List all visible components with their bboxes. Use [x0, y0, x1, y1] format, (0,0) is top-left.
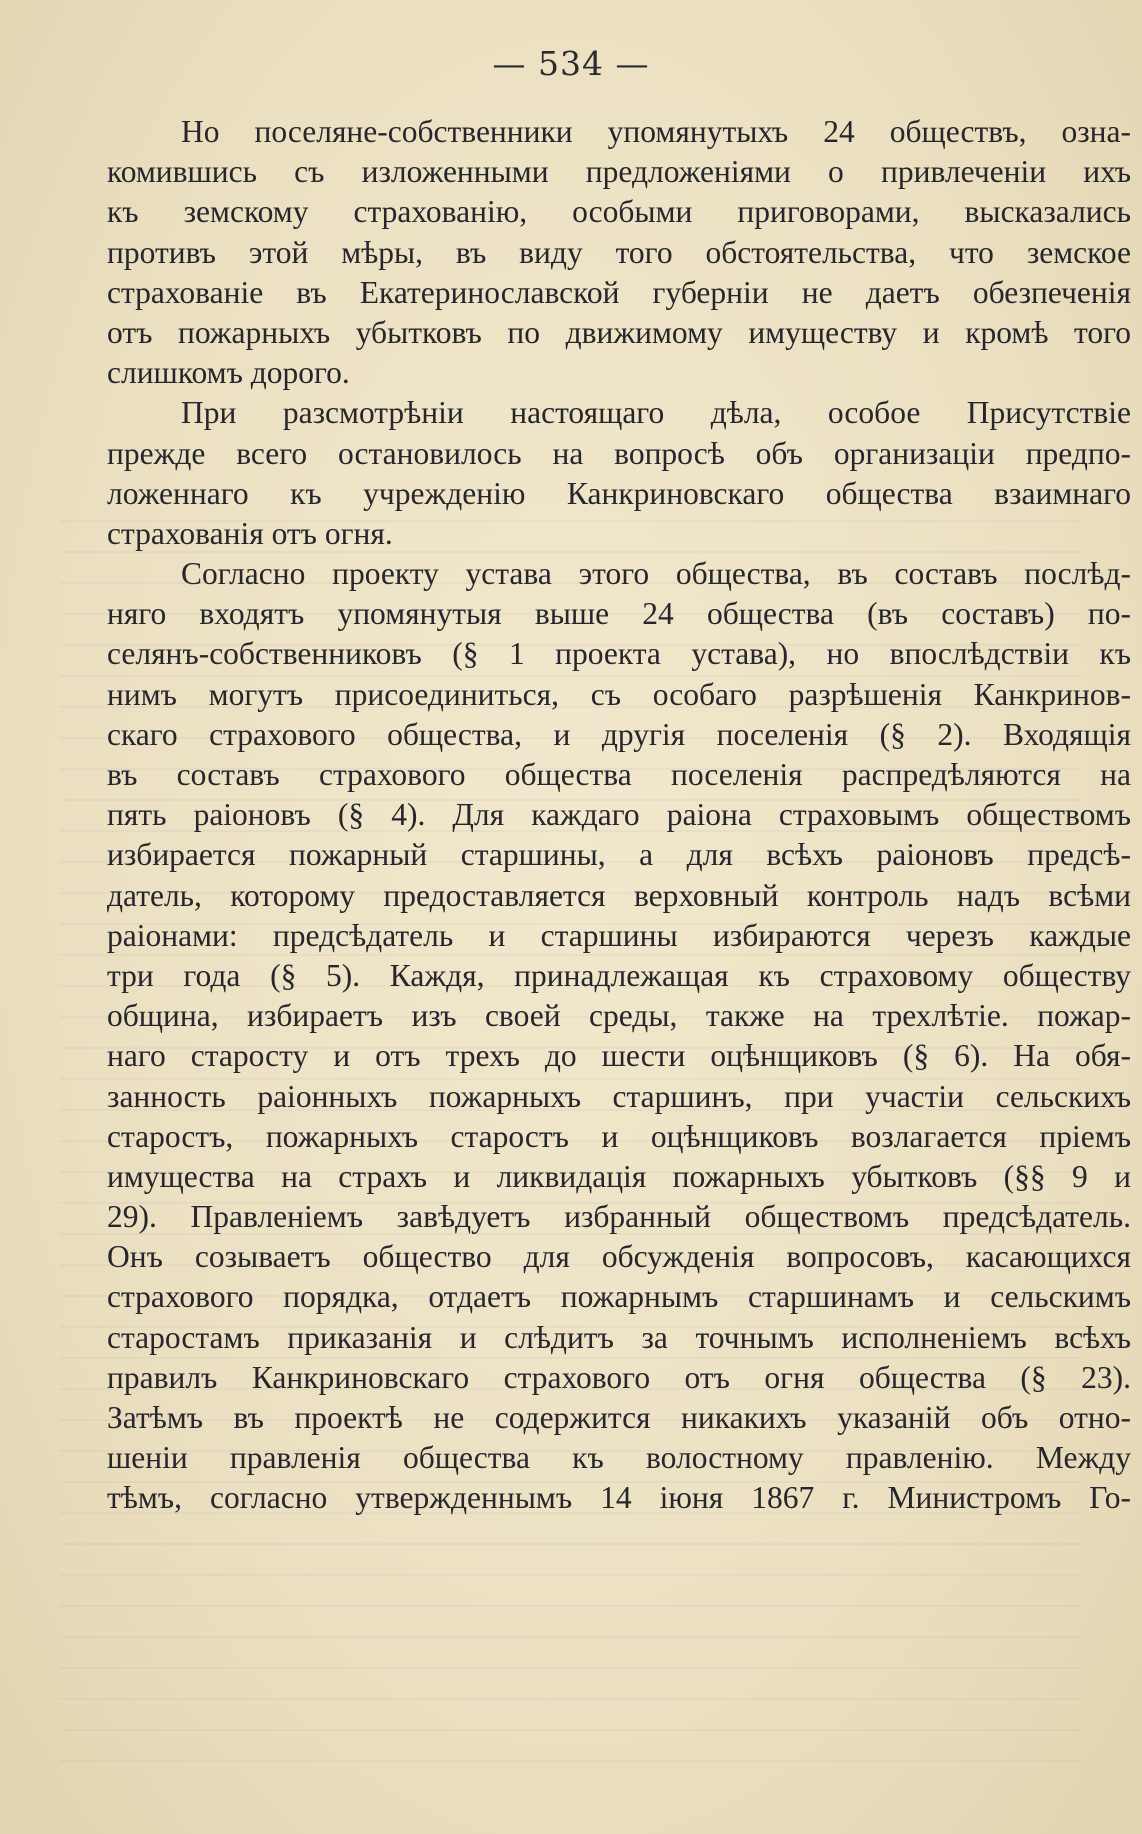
text-line: пять раіоновъ (§ 4). Для каждаго раіона страховымъ обществомъ [107, 797, 1131, 833]
text-line: правилъ Канкриновскаго страхового отъ огня общества (§ 23). [107, 1359, 1131, 1395]
text-line: Затѣмъ въ проектѣ не содержится никакихъ указаній объ отно- [107, 1400, 1131, 1435]
text-line: При разсмотрѣніи настоящаго дѣла, особое Присутствіе [181, 395, 1131, 431]
body-text [107, 112, 1131, 1519]
text-line: избирается пожарный старшины, а для всѣхъ раіоновъ предсѣ- [107, 837, 1131, 873]
text-line: няго входятъ упомянутыя выше 24 общества (въ составъ) по- [107, 596, 1131, 632]
text-line: занность раіонныхъ пожарныхъ старшинъ, при участіи сельскихъ [107, 1078, 1131, 1114]
text-line: противъ этой мѣры, въ виду того обстоятельства, что земское [107, 234, 1131, 270]
text-line: 29). Правленіемъ завѣдуетъ избранный обществомъ предсѣдатель. [107, 1199, 1131, 1235]
text-line: раіонами: предсѣдатель и старшины избираются черезъ каждые [107, 917, 1131, 953]
text-line: наго старосту и отъ трехъ до шести оцѣнщиковъ (§ 6). На обя- [107, 1038, 1131, 1074]
text-line: скаго страхового общества, и другія поселенія (§ 2). Входящія [107, 716, 1131, 752]
paragraph-3 [107, 554, 1131, 1519]
text-line: тѣмъ, согласно утвержденнымъ 14 іюня 1867 г. Министромъ Го- [107, 1480, 1131, 1516]
text-line: къ земскому страхованію, особыми приговорами, высказались [107, 194, 1131, 230]
text-line: ложеннаго къ учрежденію Канкриновскаго общества взаимнаго [107, 475, 1131, 511]
text-line: шеніи правленія общества къ волостному правленію. Между [107, 1440, 1131, 1476]
text-line: слишкомъ дорого. [107, 355, 350, 391]
paragraph-2 [107, 393, 1131, 554]
text-line: Согласно проекту устава этого общества, въ составъ послѣд- [181, 556, 1131, 592]
text-line: страхового порядка, отдаетъ пожарнымъ старшинамъ и сельскимъ [107, 1279, 1131, 1315]
text-line: прежде всего остановилось на вопросѣ объ организаціи предпо- [107, 435, 1131, 471]
text-line: нимъ могутъ присоединиться, съ особаго разрѣшенія Канкринов- [107, 676, 1131, 712]
text-line: имущества на страхъ и ликвидація пожарныхъ убытковъ (§§ 9 и [107, 1158, 1131, 1194]
paragraph-1 [107, 112, 1131, 393]
text-line: Но поселяне-собственники упомянутыхъ 24 обществъ, озна- [181, 114, 1131, 149]
page-number: — 534 — [492, 44, 650, 83]
text-line: отъ пожарныхъ убытковъ по движимому имуществу и кромѣ того [107, 314, 1131, 350]
text-line: комившись съ изложенными предложеніями о привлеченіи ихъ [107, 154, 1131, 190]
text-line: селянъ-собственниковъ (§ 1 проекта устава), но впослѣдствіи къ [107, 636, 1131, 672]
text-line: община, избираетъ изъ своей среды, также на трехлѣтіе. пожар- [107, 998, 1131, 1034]
text-line: Онъ созываетъ общество для обсужденія вопросовъ, касающихся [107, 1239, 1131, 1275]
text-line: три года (§ 5). Каждя, принадлежащая къ страховому обществу [107, 957, 1131, 993]
text-line: старостамъ приказанія и слѣдитъ за точнымъ исполненіемъ всѣхъ [107, 1319, 1131, 1355]
text-line: въ составъ страхового общества поселенія распредѣляются на [107, 757, 1131, 792]
text-line: страхованіе въ Екатеринославской губерніи не даетъ обезпеченія [107, 274, 1131, 310]
text-line: датель, которому предоставляется верховный контроль надъ всѣми [107, 877, 1131, 913]
text-line: страхованія отъ огня. [107, 515, 393, 551]
text-line: старостъ, пожарныхъ старостъ и оцѣнщиковъ возлагается пріемъ [107, 1118, 1131, 1154]
